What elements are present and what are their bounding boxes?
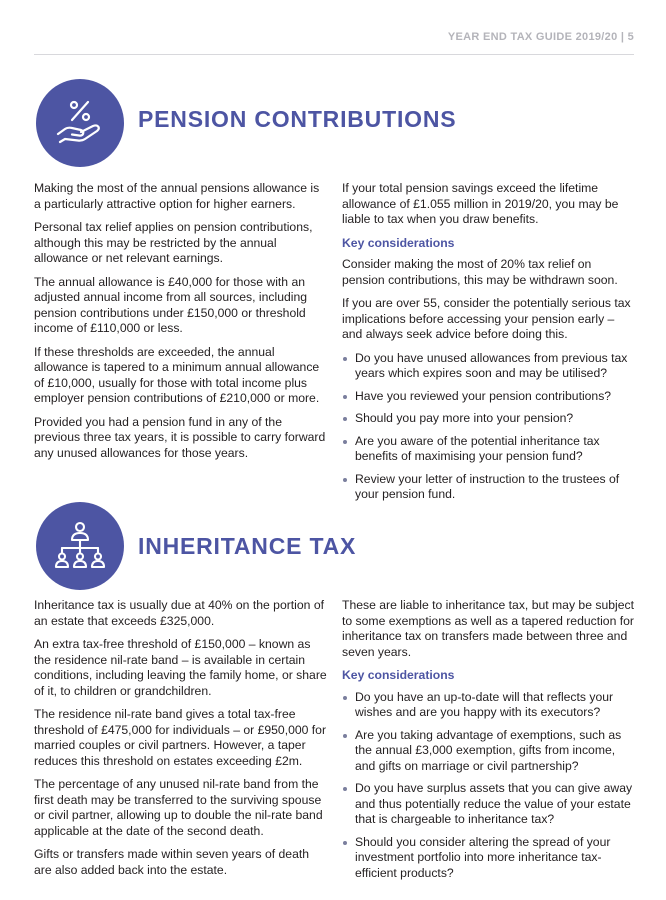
list-item: Do you have surplus assets that you can give away and thus potentially reduce the value of your estate that is chargeable to inheritance tax? [342,781,637,828]
paragraph: The percentage of any unused nil-rate band from the first death may be transferred to the surviving spouse or civil partner, allowing up to double the nil-rate band applicable at the date of the second death. [34,777,323,838]
inheritance-right-column [342,598,637,888]
section-title-pension: PENSION CONTRIBUTIONS [138,106,457,132]
paragraph: Inheritance tax is usually due at 40% on the portion of an estate that exceeds £325,000. [34,598,324,628]
percent-hand-icon [36,79,124,167]
pension-left-column [34,181,329,469]
section-title-inheritance: INHERITANCE TAX [138,533,357,559]
list-item: Do you have an up-to-date will that reflects your wishes and are you happy with its executors? [342,690,637,721]
list-item: Are you taking advantage of exemptions, such as the annual £3,000 exemption, gifts from income, and gifts on marriage or civil partnership? [342,728,637,775]
paragraph: If these thresholds are exceeded, the annual allowance is tapered to a minimum annual allowance of £10,000, usually for those with total income plus employer pension contributions of £210,000 or more. [34,344,320,405]
paragraph: If your total pension savings exceed the lifetime allowance of £1.055 million in 2019/20, you may be liable to tax when you draw benefits. [342,181,619,226]
paragraph: Gifts or transfers made within seven years of death are also added back into the estate. [34,847,310,877]
paragraph: Personal tax relief applies on pension contributions, although this may be restricted by the annual allowance or net relevant earnings. [34,220,313,265]
inheritance-bullet-list [342,690,637,882]
paragraph: These are liable to inheritance tax, but may be subject to some exemptions as well as a tapered reduction for inheritance tax on transfers made between three and seven years. [342,598,634,659]
pension-right-column [342,181,637,510]
paragraph: The annual allowance is £40,000 for those with an adjusted annual income from all sources, including pension contributions under £150,000 or threshold income of £110,000 or less. [34,274,308,335]
paragraph: If you are over 55, consider the potentially serious tax implications before accessing your pension early – and always seek advice before doing this. [342,296,631,341]
paragraph: The residence nil-rate band gives a total tax-free threshold of £475,000 for individuals – or £950,000 for married couples or civil partners. However, a taper reduces this threshold on estates exceeding £2m. [34,707,327,768]
paragraph: Consider making the most of 20% tax relief on pension contributions, this may be withdrawn soon. [342,257,618,287]
pension-bullet-list [342,351,637,503]
list-item: Have you reviewed your pension contributions? [342,389,637,405]
list-item: Should you pay more into your pension? [342,411,637,427]
paragraph: Making the most of the annual pensions allowance is a particularly attractive option for higher earners. [34,181,320,211]
inheritance-left-column [34,598,329,886]
hierarchy-people-icon [36,502,124,590]
key-considerations-heading: Key considerations [342,235,455,250]
paragraph: Provided you had a pension fund in any of the previous three tax years, it is possible to carry forward any unused allowances for those years. [34,414,326,460]
key-considerations-heading: Key considerations [342,668,455,682]
list-item: Review your letter of instruction to the trustees of your pension fund. [342,472,637,503]
header-divider [34,54,634,55]
list-item: Are you aware of the potential inheritance tax benefits of maximising your pension fund? [342,434,637,465]
list-item: Do you have unused allowances from previous tax years which expires soon and may be utilised? [342,351,637,382]
paragraph: An extra tax-free threshold of £150,000 – known as the residence nil-rate band – is available in certain conditions, including leaving the family home, or share of it, to children or grandchildren. [34,637,327,698]
list-item: Should you consider altering the spread of your investment portfolio into more inheritance tax-efficient products? [342,835,637,882]
page-header: YEAR END TAX GUIDE 2019/20 | 5 [447,31,634,43]
